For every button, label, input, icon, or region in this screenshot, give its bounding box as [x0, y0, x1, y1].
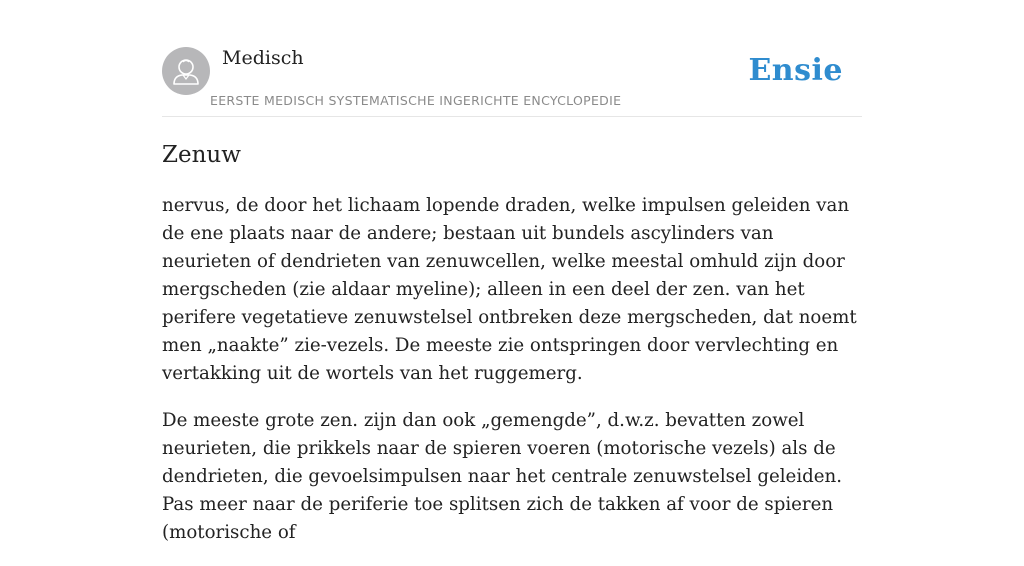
article-body [162, 192, 866, 566]
source-name-link[interactable]: Medisch [222, 47, 304, 69]
user-icon[interactable] [162, 47, 210, 95]
article-paragraph: De meeste grote zen. zijn dan ook „gemengde”, d.w.z. bevatten zowel neurieten, die prikkels naar de spieren voeren (motorische vezels) als de dendrieten, die gevoelsimpulsen naar het centrale zenuwstelsel geleiden. Pas meer naar de periferie toe splitsen zich de takken af voor de spieren (motorische of [162, 410, 843, 543]
user-icon-graphic [162, 47, 210, 95]
source-header [162, 46, 862, 117]
source-subtitle: EERSTE MEDISCH SYSTEMATISCHE INGERICHTE ENCYCLOPEDIE [210, 93, 622, 108]
article-title: Zenuw [162, 142, 241, 168]
article-paragraph: nervus, de door het lichaam lopende draden, welke impulsen geleiden van de ene plaats naar de andere; bestaan uit bundels ascylinders van neurieten of dendrieten van zenuwcellen, welke meestal omhuld zijn door mergscheden (zie aldaar myeline); alleen in een deel der zen. van het perifere vegetatieve zenuwstelsel ontbreken deze mergscheden, dat noemt men „naakte” zie-vezels. De meeste zie ontspringen door vervlechting en vertakking uit de wortels van het ruggemerg. [162, 195, 857, 384]
ensie-logo[interactable]: Ensie [748, 53, 843, 88]
